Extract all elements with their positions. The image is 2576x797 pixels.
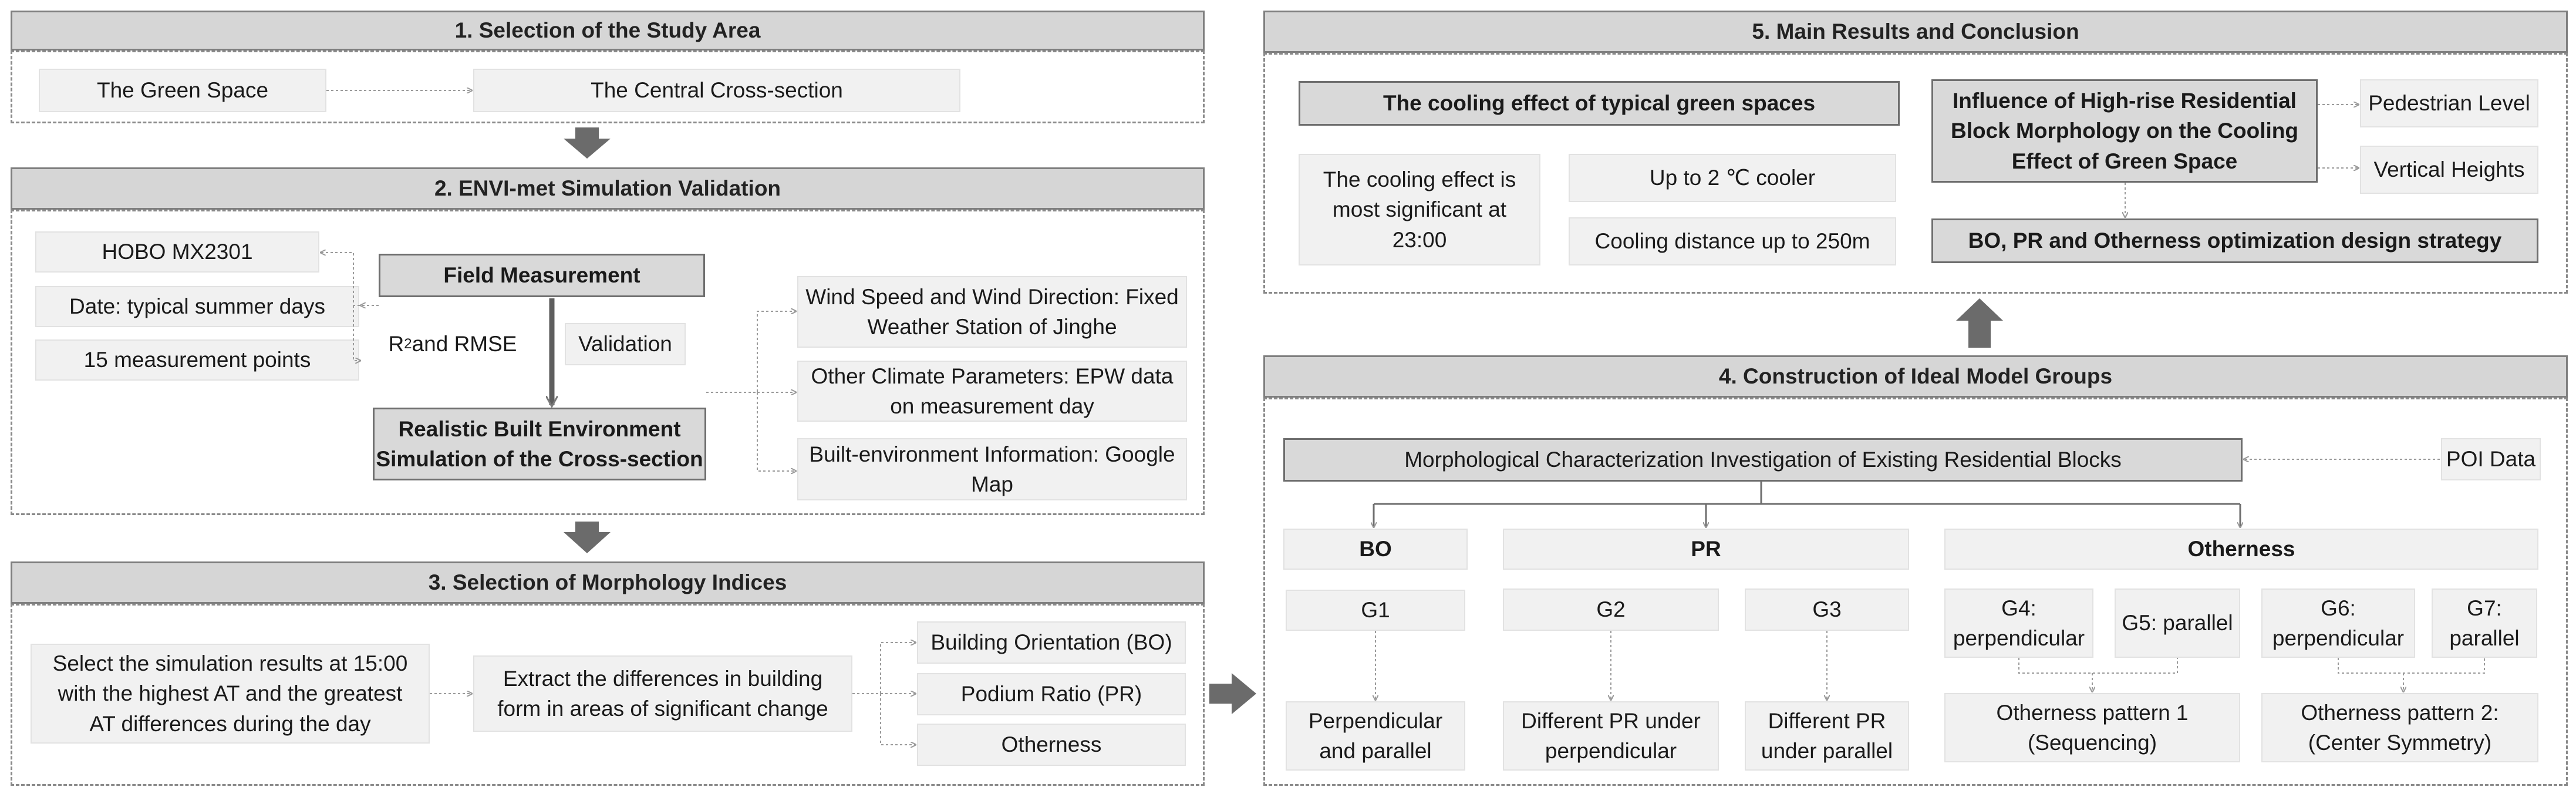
green-space-box: The Green Space: [39, 69, 326, 112]
climate-parameters-box: Other Climate Parameters: EPW data on measurement day: [797, 361, 1187, 422]
date-box: Date: typical summer days: [35, 286, 359, 327]
central-cross-section-box: The Central Cross-section: [473, 69, 960, 112]
vertical-heights-box: Vertical Heights: [2360, 146, 2538, 194]
otherness-pattern1-box: Otherness pattern 1 (Sequencing): [1944, 693, 2240, 762]
morphological-investigation-box: Morphological Characterization Investigation of Existing Residential Blocks: [1283, 438, 2243, 482]
section2-title: 2. ENVI-met Simulation Validation: [11, 167, 1205, 210]
perpendicular-parallel-box: Perpendicular and parallel: [1286, 701, 1465, 771]
validation-box: Validation: [565, 323, 686, 365]
select-results-box: Select the simulation results at 15:00 with the highest AT and the greatest AT differences during the day: [31, 644, 430, 744]
field-measurement-box: Field Measurement: [379, 254, 705, 297]
rmse-text: and RMSE: [412, 332, 517, 357]
section4-title: 4. Construction of Ideal Model Groups: [1263, 355, 2568, 398]
podium-ratio-box: Podium Ratio (PR): [917, 673, 1186, 715]
hobo-box: HOBO MX2301: [35, 231, 319, 273]
g5-box: G5: parallel: [2115, 588, 2240, 658]
g1-box: G1: [1286, 590, 1465, 631]
up-to-2-degrees-box: Up to 2 ℃ cooler: [1569, 154, 1896, 202]
cooling-distance-box: Cooling distance up to 250m: [1569, 217, 1896, 265]
r2-superscript: 2: [404, 336, 412, 352]
bo-group-header: BO: [1283, 529, 1468, 570]
r2-rmse-label: [376, 323, 530, 365]
block-arrow-3-to-4: [1209, 673, 1256, 714]
block-arrow-2-to-3: [564, 522, 611, 553]
g4-box: G4: perpendicular: [1944, 588, 2093, 658]
measurement-points-box: 15 measurement points: [35, 339, 359, 381]
r2-text: R: [388, 332, 404, 357]
cooling-effect-title-box: The cooling effect of typical green spaces: [1299, 81, 1900, 126]
otherness-pattern2-box: Otherness pattern 2: (Center Symmetry): [2261, 693, 2538, 762]
wind-data-box: Wind Speed and Wind Direction: Fixed Weather Station of Jinghe: [797, 276, 1187, 348]
g6-box: G6: perpendicular: [2261, 588, 2415, 658]
pr-perpendicular-box: Different PR under perpendicular: [1503, 701, 1719, 771]
built-environment-info-box: Built-environment Information: Google Map: [797, 438, 1187, 500]
extract-differences-box: Extract the differences in building form in areas of significant change: [473, 655, 852, 732]
g3-box: G3: [1745, 588, 1909, 631]
block-arrow-1-to-2: [564, 127, 611, 159]
pedestrian-level-box: Pedestrian Level: [2360, 79, 2538, 127]
building-orientation-box: Building Orientation (BO): [917, 621, 1186, 664]
pr-parallel-box: Different PR under parallel: [1745, 701, 1909, 771]
otherness-group-header: Otherness: [1944, 529, 2538, 570]
realistic-simulation-box: Realistic Built Environment Simulation of the Cross-section: [373, 408, 706, 480]
influence-morphology-box: Influence of High-rise Residential Block Morphology on the Cooling Effect of Green Space: [1931, 79, 2318, 183]
section1-title: 1. Selection of the Study Area: [11, 11, 1205, 51]
section5-title: 5. Main Results and Conclusion: [1263, 11, 2568, 53]
otherness-box: Otherness: [917, 724, 1186, 766]
g2-box: G2: [1503, 588, 1719, 631]
pr-group-header: PR: [1503, 529, 1909, 570]
section3-title: 3. Selection of Morphology Indices: [11, 561, 1205, 604]
block-arrow-4-to-5: [1956, 298, 2003, 348]
g7-box: G7: parallel: [2432, 588, 2537, 658]
optimization-strategy-box: BO, PR and Otherness optimization design strategy: [1931, 218, 2538, 263]
poi-data-box: POI Data: [2441, 438, 2541, 480]
most-significant-box: The cooling effect is most significant at 23:00: [1299, 154, 1540, 265]
